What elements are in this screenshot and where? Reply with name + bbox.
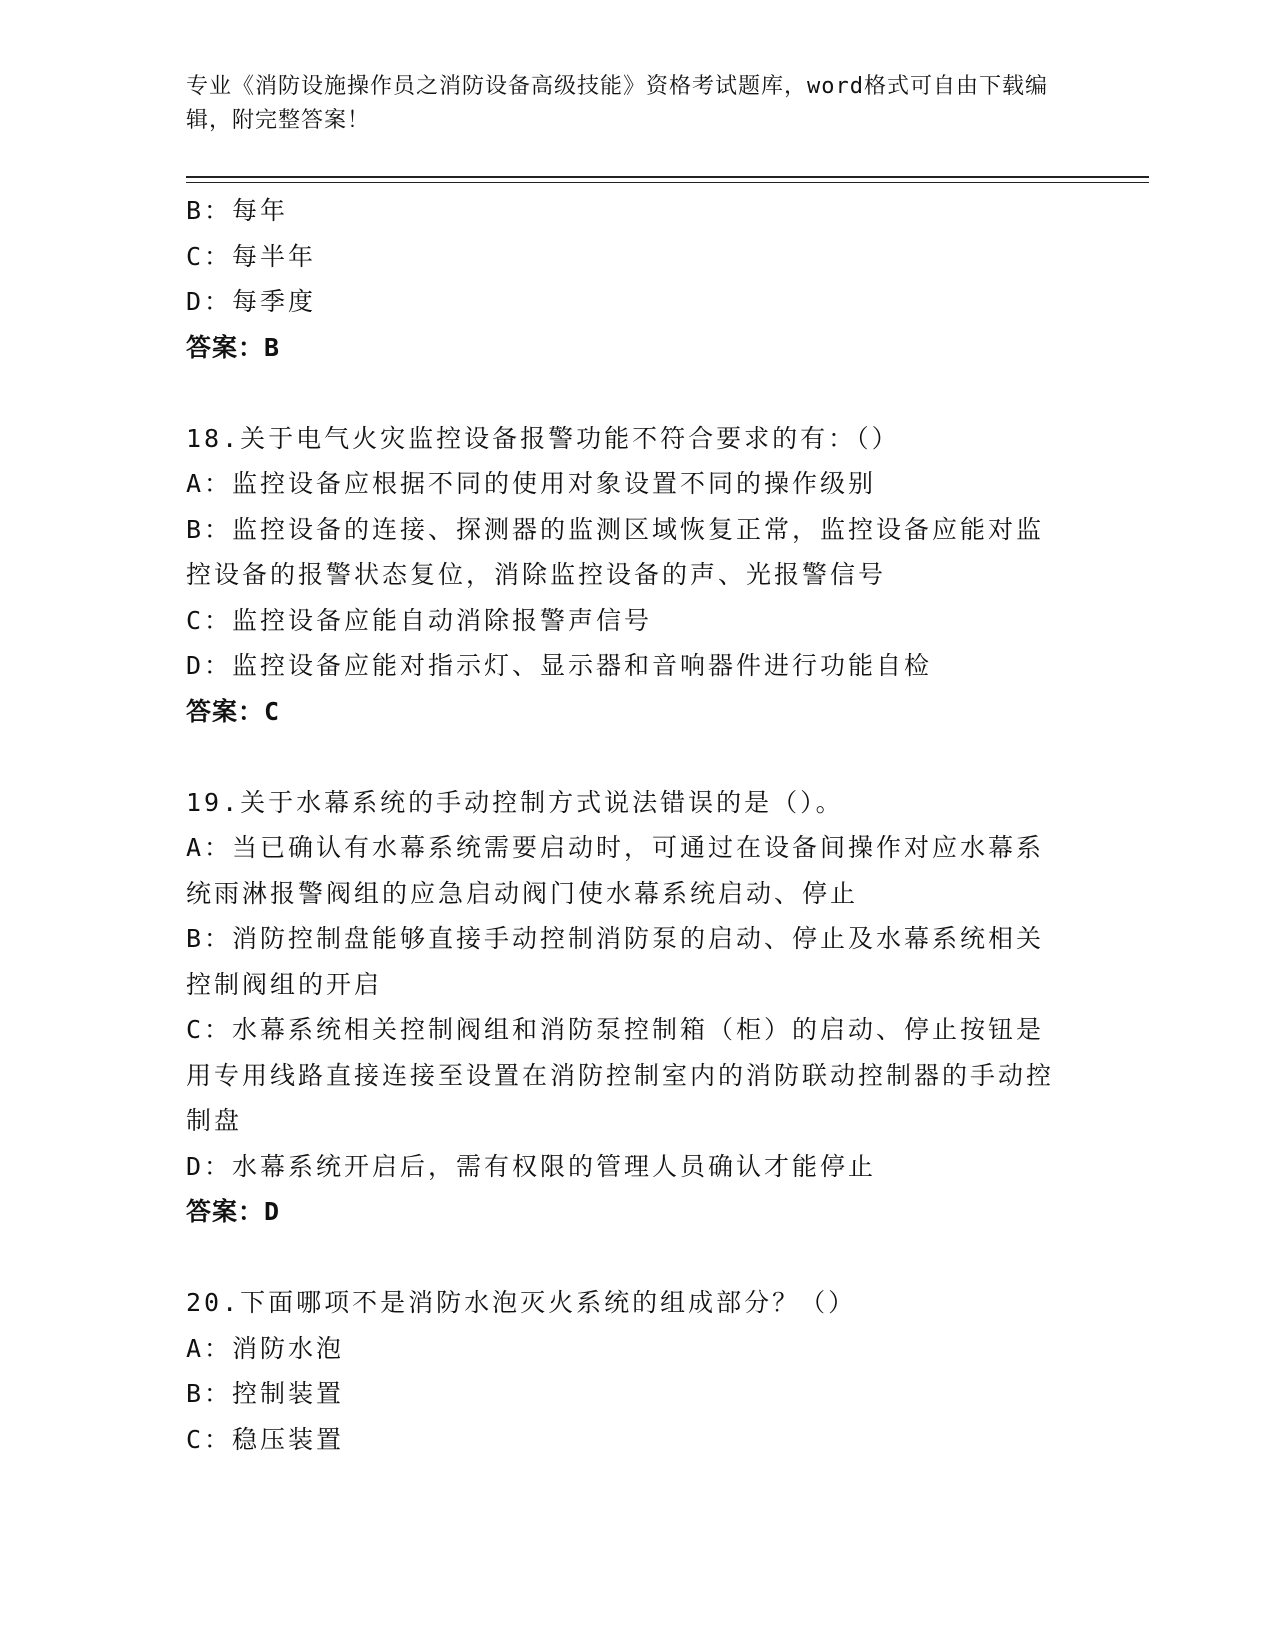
option-line: A：当已确认有水幕系统需要启动时，可通过在设备间操作对应水幕系统雨淋报警阀组的应急启动阀门使水幕系统启动、停止 <box>186 833 1045 908</box>
option-line: D：水幕系统开启后，需有权限的管理人员确认才能停止 <box>186 1151 877 1181</box>
question-list <box>186 188 1066 1462</box>
header-rule-thin <box>186 182 1149 183</box>
header-rule-thick <box>186 176 1149 178</box>
answer-line: 答案：B <box>186 332 281 362</box>
option-line: C：水幕系统相关控制阀组和消防泵控制箱（柜）的启动、停止按钮是用专用线路直接连接至设置在消防控制室内的消防联动控制器的手动控制盘 <box>186 1015 1055 1135</box>
option-line: C：稳压装置 <box>186 1424 345 1454</box>
option-line: C：监控设备应能自动消除报警声信号 <box>186 605 653 635</box>
spacer <box>186 1235 1066 1281</box>
answer-line: 答案：C <box>186 696 281 726</box>
option-line: B：控制装置 <box>186 1379 345 1408</box>
option-line: B：监控设备的连接、探测器的监测区域恢复正常，监控设备应能对监控设备的报警状态复位，消除监控设备的声、光报警信号 <box>186 514 1045 589</box>
spacer <box>186 734 1066 780</box>
question-stem: 20.下面哪项不是消防水泡灭火系统的组成部分？（） <box>186 1288 857 1317</box>
answer-line: 答案：D <box>186 1197 281 1226</box>
option-line: D：每季度 <box>186 287 317 316</box>
document-header: 专业《消防设施操作员之消防设备高级技能》资格考试题库，word格式可自由下载编辑，附完整答案！ <box>186 74 1048 133</box>
option-line: A：监控设备应根据不同的使用对象设置不同的操作级别 <box>186 469 877 498</box>
option-line: B：每年 <box>186 196 289 225</box>
option-line: A：消防水泡 <box>186 1333 345 1363</box>
question-stem: 18.关于电气火灾监控设备报警功能不符合要求的有：（） <box>186 423 900 453</box>
option-line: C：每半年 <box>186 241 317 271</box>
question-stem: 19.关于水幕系统的手动控制方式说法错误的是（）。 <box>186 787 844 817</box>
option-line: D：监控设备应能对指示灯、显示器和音响器件进行功能自检 <box>186 651 933 680</box>
spacer <box>186 370 1066 416</box>
option-line: B：消防控制盘能够直接手动控制消防泵的启动、停止及水幕系统相关控制阀组的开启 <box>186 924 1045 999</box>
